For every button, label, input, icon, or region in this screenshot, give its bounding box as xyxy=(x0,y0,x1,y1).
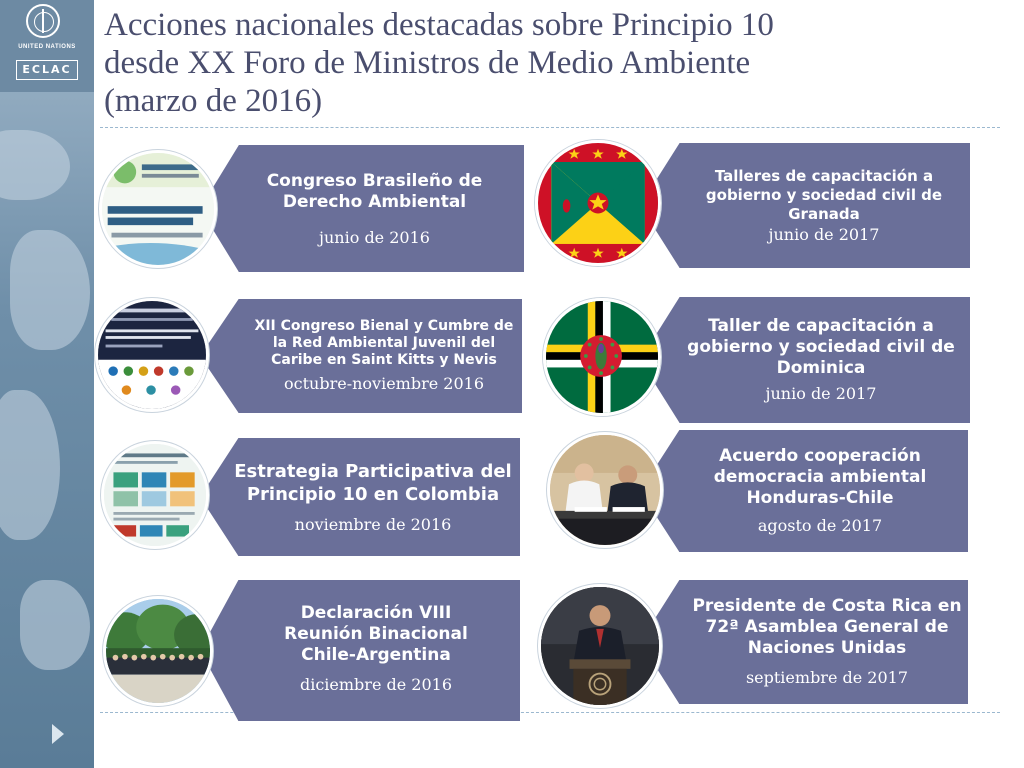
card-image-caribbean xyxy=(95,298,209,412)
un-assembly-photo-image xyxy=(541,587,659,705)
card-image-brazil xyxy=(99,150,217,268)
card-text xyxy=(686,588,968,696)
flyer-image xyxy=(98,301,206,409)
un-label: UNITED NATIONS xyxy=(18,44,76,50)
map-shape xyxy=(0,390,60,540)
card-title: Taller de capacitación a gobierno y sociedad civil de Dominica xyxy=(687,315,955,378)
card-image-grenada xyxy=(535,140,661,266)
signing-photo-image xyxy=(550,435,660,545)
card-title: Estrategia Participativa del Principio 10 en Colombia xyxy=(234,461,512,505)
card-image-signing xyxy=(547,432,663,548)
document-image xyxy=(104,444,206,546)
card-title: Presidente de Costa Rica en 72ª Asamblea General de Naciones Unidas xyxy=(692,595,962,658)
title-line: desde XX Foro de Ministros de Medio Ambiente xyxy=(104,45,751,81)
poster-image xyxy=(102,153,214,265)
card-text xyxy=(690,154,958,258)
card-date: octubre-noviembre 2016 xyxy=(284,373,484,393)
map-shape xyxy=(20,580,90,670)
card-text xyxy=(684,436,956,546)
title-line: Acciones nacionales destacadas sobre Principio 10 xyxy=(104,7,774,43)
card-image-un-assembly xyxy=(538,584,662,708)
card-title: XII Congreso Bienal y Cumbre de la Red Ambiental Juvenil del Caribe en Saint Kitts y Nevis xyxy=(254,317,514,368)
dominica-flag-icon xyxy=(546,301,658,413)
card-date: junio de 2016 xyxy=(319,228,430,247)
card-date: junio de 2017 xyxy=(768,224,880,244)
card-text xyxy=(232,158,517,262)
card-date: agosto de 2017 xyxy=(757,515,883,535)
eclac-logo: ECLAC xyxy=(16,60,78,80)
map-shape xyxy=(10,230,90,350)
card-image-group xyxy=(103,596,213,706)
card-text xyxy=(238,592,514,706)
card-text xyxy=(250,308,518,404)
map-shape xyxy=(0,130,70,200)
card-date: junio de 2017 xyxy=(765,383,877,403)
sidebar xyxy=(0,0,94,768)
card-title: Talleres de capacitación a gobierno y sociedad civil de Granada xyxy=(705,166,943,223)
card-image-dominica xyxy=(543,298,661,416)
slide-title xyxy=(104,6,1004,120)
card-image-colombia xyxy=(101,441,209,549)
grenada-flag-icon xyxy=(538,143,658,263)
title-line: (marzo de 2016) xyxy=(104,83,323,119)
logo-area xyxy=(0,0,94,92)
card-title: Congreso Brasileño de Derecho Ambiental xyxy=(266,171,483,212)
card-date: noviembre de 2016 xyxy=(294,515,452,534)
slide-arrow-icon xyxy=(52,724,64,744)
card-title: Acuerdo cooperación democracia ambiental Honduras-Chile xyxy=(713,445,927,508)
divider-top xyxy=(100,127,1000,128)
group-photo-image xyxy=(106,599,210,703)
card-title: Declaración VIII Reunión Binacional Chile-Argentina xyxy=(284,602,468,665)
card-text xyxy=(232,444,514,552)
card-date: diciembre de 2016 xyxy=(299,674,453,694)
un-emblem-icon xyxy=(26,4,60,38)
card-text xyxy=(684,306,958,414)
card-date: septiembre de 2017 xyxy=(745,667,909,687)
